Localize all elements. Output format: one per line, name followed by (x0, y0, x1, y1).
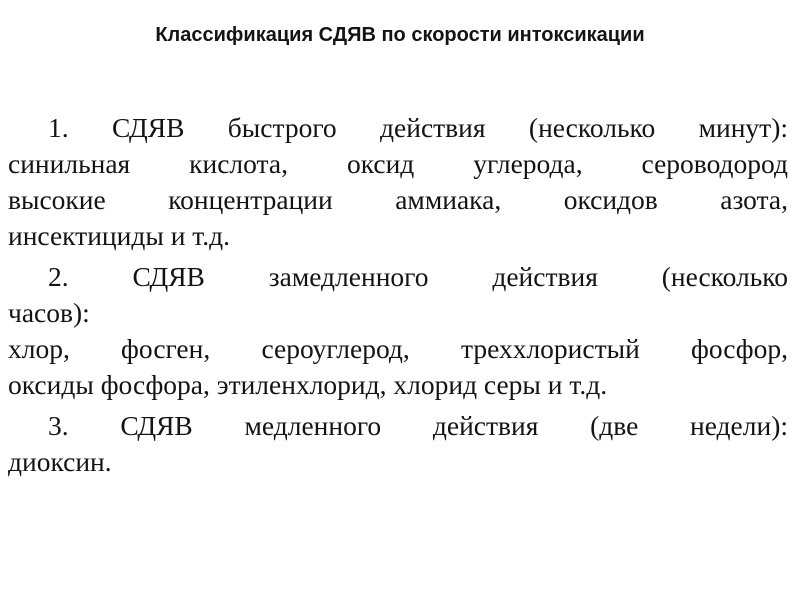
slide-body (8, 110, 788, 480)
item-1-line-4: инсектициды и т.д. (8, 220, 230, 251)
item-1-line-2: синильная кислота, оксид углерода, сероводород (8, 148, 788, 179)
item-2-line-4: оксиды фосфора, этиленхлорид, хлорид серы и т.д. (8, 369, 608, 400)
list-item-delayed-acting (8, 259, 788, 403)
item-3-line-2: диоксин. (8, 446, 112, 477)
item-1-line-1: 1. СДЯВ быстрого действия (несколько минут): (48, 112, 788, 143)
item-2-line-2: часов): (8, 297, 90, 328)
slide-title: Классификация СДЯВ по скорости интоксикации (155, 24, 645, 46)
list-item-fast-acting (8, 110, 788, 254)
item-1-line-3: высокие концентрации аммиака, оксидов азота, (8, 184, 788, 215)
item-2-line-3: хлор, фосген, сероуглерод, треххлористый фосфор, (8, 333, 788, 364)
list-item-slow-acting (8, 408, 788, 480)
item-3-line-1: 3. СДЯВ медленного действия (две недели): (48, 410, 788, 441)
item-2-line-1: 2. СДЯВ замедленного действия (несколько (48, 261, 788, 292)
